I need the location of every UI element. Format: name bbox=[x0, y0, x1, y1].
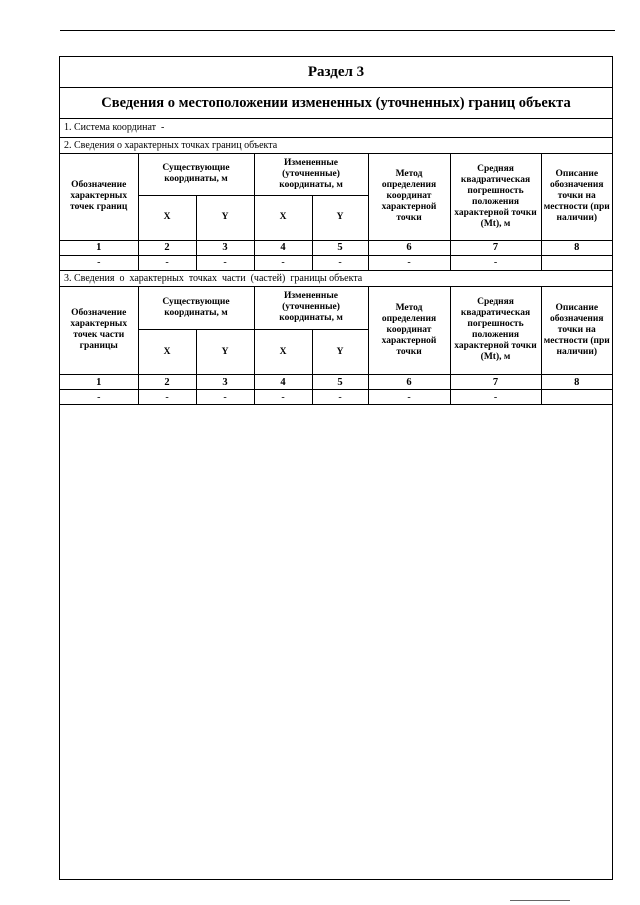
col-designation: Обозначение характерных точек части границы bbox=[60, 287, 138, 375]
table-cell: - bbox=[368, 390, 450, 405]
col-error: Средняя квадратическая погрешность положения характерной точки (Mt), м bbox=[450, 287, 541, 375]
table-cell: - bbox=[60, 390, 138, 405]
table-cell: - bbox=[196, 255, 254, 270]
column-number-row bbox=[60, 375, 612, 390]
column-number: 6 bbox=[368, 375, 450, 390]
table-cell: - bbox=[60, 255, 138, 270]
column-number: 1 bbox=[60, 240, 138, 255]
section-subtitle: Сведения о местоположении измененных (уточненных) границ объекта bbox=[60, 88, 612, 119]
block2-header: 3. Сведения о характерных точках части (частей) границы объекта bbox=[60, 271, 612, 287]
column-number: 4 bbox=[254, 375, 312, 390]
table-cell: - bbox=[254, 255, 312, 270]
col-changed-y: Y bbox=[312, 330, 368, 375]
table-cell: - bbox=[450, 255, 541, 270]
column-number: 2 bbox=[138, 375, 196, 390]
block2-table bbox=[60, 287, 612, 406]
bottom-mark bbox=[510, 900, 570, 901]
col-method: Метод определения координат характерной точки bbox=[368, 287, 450, 375]
col-changed-x: X bbox=[254, 330, 312, 375]
table-cell: - bbox=[138, 255, 196, 270]
table-cell: - bbox=[368, 255, 450, 270]
column-number: 3 bbox=[196, 375, 254, 390]
block1-header: 2. Сведения о характерных точках границ объекта bbox=[60, 138, 612, 154]
column-number: 1 bbox=[60, 375, 138, 390]
table-cell: - bbox=[312, 390, 368, 405]
col-existing: Существующие координаты, м bbox=[138, 287, 254, 330]
col-description: Описание обозначения точки на местности (при наличии) bbox=[541, 287, 612, 375]
col-existing-x: X bbox=[138, 195, 196, 240]
table-cell bbox=[541, 255, 612, 270]
coordinate-system-line: 1. Система координат - bbox=[60, 119, 612, 138]
col-existing-y: Y bbox=[196, 195, 254, 240]
column-number: 5 bbox=[312, 375, 368, 390]
col-existing-y: Y bbox=[196, 330, 254, 375]
block1-table bbox=[60, 154, 612, 271]
table-cell: - bbox=[450, 390, 541, 405]
column-number: 5 bbox=[312, 240, 368, 255]
column-number: 8 bbox=[541, 240, 612, 255]
col-existing-x: X bbox=[138, 330, 196, 375]
table-row bbox=[60, 390, 612, 405]
column-number: 6 bbox=[368, 240, 450, 255]
col-changed-y: Y bbox=[312, 195, 368, 240]
col-description: Описание обозначения точки на местности (при наличии) bbox=[541, 154, 612, 240]
document-frame bbox=[59, 56, 613, 880]
column-number: 3 bbox=[196, 240, 254, 255]
col-changed: Измененные (уточненные) координаты, м bbox=[254, 287, 368, 330]
col-existing: Существующие координаты, м bbox=[138, 154, 254, 195]
column-number: 7 bbox=[450, 240, 541, 255]
column-number: 2 bbox=[138, 240, 196, 255]
col-changed: Измененные (уточненные) координаты, м bbox=[254, 154, 368, 195]
table-row bbox=[60, 255, 612, 270]
col-method: Метод определения координат характерной точки bbox=[368, 154, 450, 240]
top-rule bbox=[60, 30, 615, 31]
column-number-row bbox=[60, 240, 612, 255]
col-designation: Обозначение характерных точек границ bbox=[60, 154, 138, 240]
table-cell: - bbox=[312, 255, 368, 270]
table-cell bbox=[541, 390, 612, 405]
column-number: 8 bbox=[541, 375, 612, 390]
table-cell: - bbox=[138, 390, 196, 405]
table-cell: - bbox=[254, 390, 312, 405]
section-title: Раздел 3 bbox=[60, 57, 612, 88]
table-cell: - bbox=[196, 390, 254, 405]
col-error: Средняя квадратическая погрешность положения характерной точки (Mt), м bbox=[450, 154, 541, 240]
column-number: 4 bbox=[254, 240, 312, 255]
column-number: 7 bbox=[450, 375, 541, 390]
col-changed-x: X bbox=[254, 195, 312, 240]
